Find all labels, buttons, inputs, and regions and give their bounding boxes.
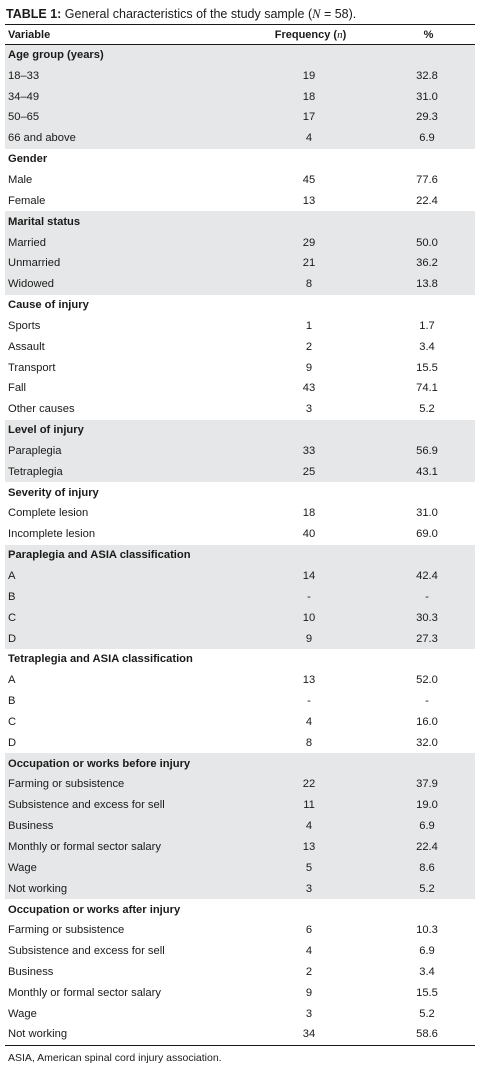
table-row — [5, 941, 475, 962]
row-label: Farming or subsistence — [8, 778, 125, 791]
row-frequency: 18 — [302, 507, 316, 520]
table-row — [5, 732, 475, 753]
row-frequency: 25 — [302, 465, 316, 478]
row-label: B — [8, 590, 16, 603]
row-label: A — [8, 674, 16, 687]
table-row — [5, 816, 475, 837]
row-frequency: 19 — [302, 69, 316, 82]
row-percent: 36.2 — [416, 257, 438, 270]
row-percent: 43.1 — [416, 465, 438, 478]
row-label: 50–65 — [8, 111, 40, 124]
row-frequency: 3 — [305, 1007, 313, 1020]
row-percent: 6.9 — [419, 820, 435, 833]
group-header-row — [5, 420, 475, 441]
row-frequency: 13 — [302, 840, 316, 853]
table-footnote: ASIA, American spinal cord injury association. — [8, 1051, 222, 1064]
row-label: C — [8, 611, 17, 624]
row-frequency: 29 — [302, 236, 316, 249]
table-row — [5, 670, 475, 691]
row-frequency: 10 — [302, 611, 316, 624]
row-frequency: 2 — [305, 966, 313, 979]
row-frequency: 45 — [302, 173, 316, 186]
row-frequency: 9 — [305, 986, 313, 999]
row-percent: 22.4 — [416, 840, 438, 853]
header-percent: % — [423, 28, 434, 41]
row-percent: 19.0 — [416, 799, 438, 812]
group-title: Age group (years) — [8, 49, 104, 62]
row-frequency: 34 — [302, 1028, 316, 1041]
table-row — [5, 253, 475, 274]
row-frequency: - — [307, 590, 311, 603]
row-label: Widowed — [8, 278, 55, 291]
row-label: Married — [8, 236, 46, 249]
table-row — [5, 315, 475, 336]
table-row — [5, 962, 475, 983]
row-label: Female — [8, 194, 46, 207]
row-percent: 31.0 — [416, 507, 438, 520]
caption-text-end: = 58). — [320, 7, 357, 21]
group-title: Occupation or works after injury — [8, 903, 181, 916]
table-row — [5, 628, 475, 649]
row-percent: 50.0 — [416, 236, 438, 249]
row-percent: 27.3 — [416, 632, 438, 645]
row-label: Sports — [8, 319, 41, 332]
row-label: Wage — [8, 861, 37, 874]
table-row — [5, 774, 475, 795]
table-row — [5, 378, 475, 399]
group-header-row — [5, 753, 475, 774]
row-frequency: 33 — [302, 444, 316, 457]
row-percent: 32.0 — [416, 736, 438, 749]
table-row — [5, 982, 475, 1003]
table-row — [5, 399, 475, 420]
row-frequency: 1 — [305, 319, 313, 332]
row-label: 66 and above — [8, 132, 76, 145]
group-title: Gender — [8, 153, 48, 166]
row-label: Tetraplegia — [8, 465, 63, 478]
row-frequency: - — [307, 695, 311, 708]
group-header-row — [5, 45, 475, 66]
row-percent: 1.7 — [419, 319, 435, 332]
row-percent: 6.9 — [419, 945, 435, 958]
row-percent: 74.1 — [416, 382, 438, 395]
group-header-row — [5, 545, 475, 566]
table-row — [5, 1024, 475, 1045]
table-row — [5, 190, 475, 211]
group-title: Occupation or works before injury — [8, 757, 191, 770]
table-caption — [5, 6, 475, 24]
row-percent: 3.4 — [419, 340, 435, 353]
row-label: C — [8, 715, 17, 728]
row-percent: 31.0 — [416, 90, 438, 103]
table-row — [5, 461, 475, 482]
row-frequency: 17 — [302, 111, 316, 124]
table-row — [5, 441, 475, 462]
group-title: Cause of injury — [8, 299, 89, 312]
table-row — [5, 607, 475, 628]
table-row — [5, 65, 475, 86]
table-row — [5, 586, 475, 607]
row-percent: 5.2 — [419, 882, 435, 895]
table-row — [5, 128, 475, 149]
group-header-row — [5, 899, 475, 920]
row-label: Male — [8, 173, 33, 186]
row-frequency: 4 — [305, 945, 313, 958]
row-percent: 37.9 — [416, 778, 438, 791]
row-percent: 32.8 — [416, 69, 438, 82]
row-percent: 3.4 — [419, 966, 435, 979]
row-percent: 58.6 — [416, 1028, 438, 1041]
table-row — [5, 837, 475, 858]
row-percent: - — [425, 590, 429, 603]
row-frequency: 18 — [302, 90, 316, 103]
header-variable: Variable — [8, 28, 51, 41]
row-label: Business — [8, 966, 54, 979]
row-frequency: 40 — [302, 528, 316, 541]
row-percent: 5.2 — [419, 1007, 435, 1020]
caption-text: General characteristics of the study sample ( — [61, 7, 313, 21]
row-label: 18–33 — [8, 69, 40, 82]
row-frequency: 4 — [305, 132, 313, 145]
row-frequency: 21 — [302, 257, 316, 270]
row-percent: 42.4 — [416, 570, 438, 583]
row-label: Unmarried — [8, 257, 61, 270]
table-row — [5, 107, 475, 128]
row-percent: 22.4 — [416, 194, 438, 207]
group-header-row — [5, 211, 475, 232]
row-label: Subsistence and excess for sell — [8, 945, 165, 958]
row-percent: 15.5 — [416, 986, 438, 999]
row-label: Subsistence and excess for sell — [8, 799, 165, 812]
row-percent: 69.0 — [416, 528, 438, 541]
caption-n-symbol: N — [312, 7, 321, 21]
row-frequency: 8 — [305, 278, 313, 291]
row-frequency: 9 — [305, 632, 313, 645]
row-frequency: 9 — [305, 361, 313, 374]
row-percent: 13.8 — [416, 278, 438, 291]
row-label: Business — [8, 820, 54, 833]
row-percent: 29.3 — [416, 111, 438, 124]
row-label: Monthly or formal sector salary — [8, 840, 161, 853]
caption-label: TABLE 1: — [6, 7, 62, 21]
table-row — [5, 524, 475, 545]
row-label: D — [8, 736, 17, 749]
row-label: Incomplete lesion — [8, 528, 96, 541]
row-percent: 15.5 — [416, 361, 438, 374]
group-header-row — [5, 482, 475, 503]
table-row — [5, 1003, 475, 1024]
row-percent: 10.3 — [416, 924, 438, 937]
row-label: 34–49 — [8, 90, 40, 103]
table-row — [5, 920, 475, 941]
characteristics-table — [5, 24, 475, 1046]
group-title: Level of injury — [8, 424, 84, 437]
table-row — [5, 274, 475, 295]
row-frequency: 2 — [305, 340, 313, 353]
group-title: Severity of injury — [8, 486, 99, 499]
row-frequency: 3 — [305, 882, 313, 895]
table-figure — [5, 0, 475, 1064]
row-frequency: 11 — [303, 799, 315, 812]
row-label: A — [8, 570, 16, 583]
row-frequency: 8 — [305, 736, 313, 749]
row-label: B — [8, 695, 16, 708]
row-label: Complete lesion — [8, 507, 89, 520]
table-row — [5, 857, 475, 878]
table-row — [5, 566, 475, 587]
row-label: Other causes — [8, 403, 75, 416]
row-frequency: 4 — [305, 715, 313, 728]
row-percent: 56.9 — [416, 444, 438, 457]
table-row — [5, 86, 475, 107]
row-label: Paraplegia — [8, 444, 62, 457]
row-percent: 5.2 — [419, 403, 435, 416]
table-row — [5, 232, 475, 253]
header-row — [5, 25, 475, 45]
table-row — [5, 712, 475, 733]
row-label: Transport — [8, 361, 56, 374]
row-frequency: 5 — [305, 861, 313, 874]
table-row — [5, 357, 475, 378]
group-title: Paraplegia and ASIA classification — [8, 549, 191, 562]
table-row — [5, 170, 475, 191]
row-label: Farming or subsistence — [8, 924, 125, 937]
table-row — [5, 878, 475, 899]
row-frequency: 13 — [302, 194, 316, 207]
row-percent: 77.6 — [416, 173, 438, 186]
group-header-row — [5, 649, 475, 670]
row-frequency: 3 — [305, 403, 313, 416]
table-body — [5, 45, 475, 1046]
row-label: Wage — [8, 1007, 37, 1020]
row-label: Not working — [8, 1028, 68, 1041]
row-label: Not working — [8, 882, 68, 895]
group-header-row — [5, 295, 475, 316]
row-label: D — [8, 632, 17, 645]
row-label: Fall — [8, 382, 27, 395]
row-frequency: 22 — [302, 778, 316, 791]
header-frequency: Frequency (n) — [274, 28, 347, 41]
row-label: Assault — [8, 340, 45, 353]
table-row — [5, 795, 475, 816]
table-row — [5, 336, 475, 357]
row-frequency: 6 — [305, 924, 313, 937]
row-percent: 8.6 — [419, 861, 435, 874]
row-percent: 16.0 — [416, 715, 438, 728]
row-frequency: 13 — [302, 674, 316, 687]
row-percent: 52.0 — [416, 674, 438, 687]
group-title: Marital status — [8, 215, 81, 228]
row-label: Monthly or formal sector salary — [8, 986, 161, 999]
row-frequency: 43 — [302, 382, 316, 395]
table-row — [5, 503, 475, 524]
row-frequency: 14 — [302, 570, 316, 583]
row-percent: 6.9 — [419, 132, 435, 145]
row-frequency: 4 — [305, 820, 313, 833]
group-title: Tetraplegia and ASIA classification — [8, 653, 193, 666]
table-row — [5, 691, 475, 712]
group-header-row — [5, 149, 475, 170]
row-percent: - — [425, 695, 429, 708]
row-percent: 30.3 — [416, 611, 438, 624]
